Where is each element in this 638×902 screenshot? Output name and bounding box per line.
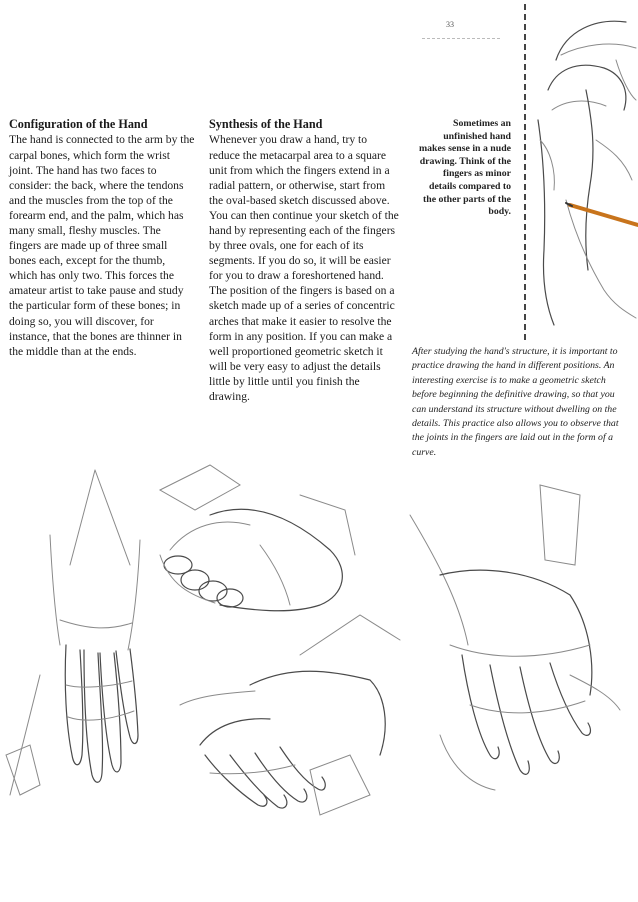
configuration-body: The hand is connected to the arm by the carpal bones, which form the wrist joint. The hand has two faces to consider: the back, where the tendons and the muscles from the top of the forearm end, and the palm, which has many small, fleshy muscles. The fingers are made up of three small bones each, except for the thumb, which has only two. This forces the amateur artist to take pause and study the particular form of these bones; in doing so, you will discover, for instance, that the bones are thinner in the middle than at the ends.: [9, 133, 195, 358]
hand-sketch-right: [410, 485, 620, 790]
page-number-rule: [422, 38, 500, 39]
synthesis-column: [209, 117, 399, 404]
hand-sketch-left: [6, 470, 140, 795]
page-number: 33: [446, 20, 454, 29]
configuration-heading: Configuration of the Hand: [9, 117, 148, 131]
sidebar-note: Sometimes an unfinished hand makes sense in a nude drawing. Think of the fingers as minor details compared to the other parts of the body.: [419, 118, 511, 218]
illustration-caption: After studying the hand's structure, it is important to practice drawing the hand in different positions. An interesting exercise is to make a geometric sketch before beginning the definitive drawing, so that you can understand its structure without dwelling on the details. This practice also allows you to observe that the joints in the fingers are laid out in the form of a curve.: [412, 346, 619, 458]
synthesis-heading: Synthesis of the Hand: [209, 117, 323, 131]
dashed-divider: [524, 4, 526, 340]
figure-sketch-illustration: [526, 0, 638, 330]
hand-sketches-illustration: [0, 455, 638, 865]
hand-sketch-top-middle: [160, 465, 355, 611]
synthesis-body: Whenever you draw a hand, try to reduce the metacarpal area to a square unit from which the fingers extend in a radial pattern, or otherwise, start from the oval-based sketch discussed above. You can then continue your sketch of the hand by representing each of the fingers by three ovals, one for each of its segments. If you do so, it will be easier for you to draw a foreshortened hand. The position of the fingers is based on a sketch made up of a series of concentric arches that make it easier to resolve the form in any position. If you can make a well proportioned geometric sketch it will be very easy to adjust the details little by little until you finish the drawing.: [209, 133, 399, 403]
hand-sketch-bottom-middle: [180, 615, 400, 815]
configuration-column: [9, 117, 195, 359]
